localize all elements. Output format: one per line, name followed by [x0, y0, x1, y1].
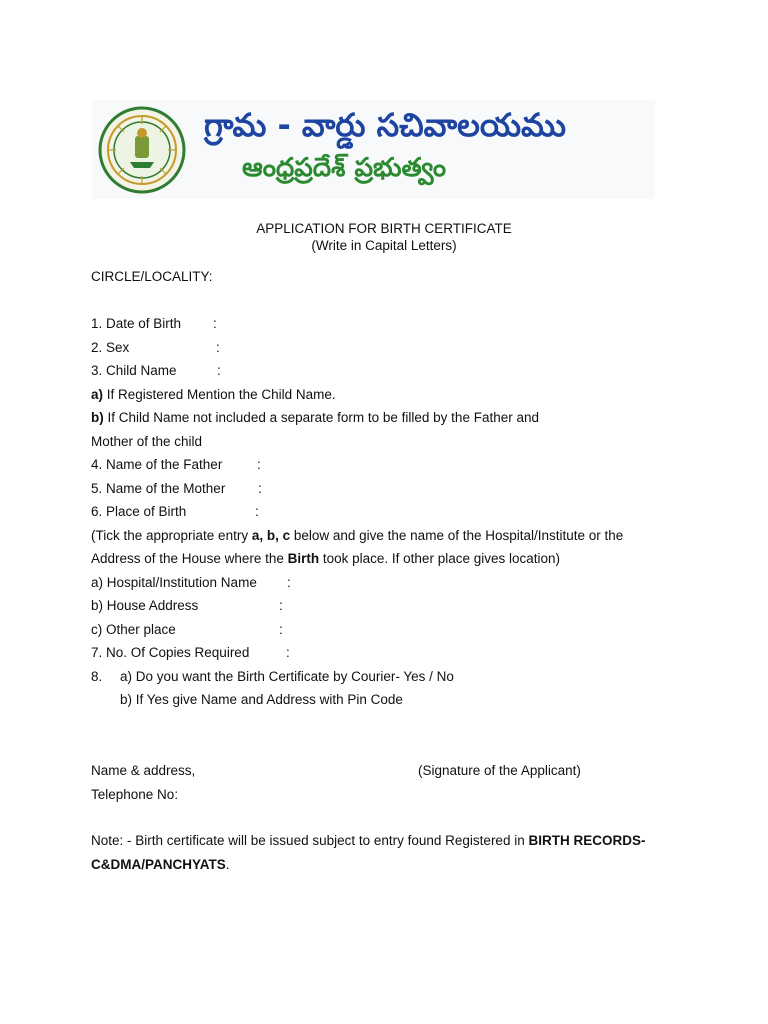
father-name-label: 4. Name of the Father [91, 457, 223, 472]
note-end: . [225, 857, 230, 872]
child-a-text: If Registered Mention the Child Name. [103, 387, 336, 402]
sex-colon: : [216, 340, 220, 355]
date-of-birth-colon: : [213, 316, 217, 331]
government-seal-icon [98, 106, 186, 194]
child-a-prefix: a) [91, 387, 104, 402]
child-name-label: 3. Child Name [91, 363, 177, 378]
telugu-title: గ్రామ - వార్డు సచివాలయము [204, 106, 566, 144]
sex-label: 2. Sex [91, 340, 130, 355]
signature-label: (Signature of the Applicant) [418, 763, 581, 778]
copies-label: 7. No. Of Copies Required [91, 645, 250, 660]
telugu-subtitle: ఆంధ్రప్రదేశ్ ప్రభుత్వం [242, 153, 447, 183]
child-b-text: If Child Name not included a separate form to be filled by the Father and [103, 410, 539, 425]
note-bold: BIRTH RECORDS- [528, 833, 646, 848]
name-address-label: Name & address, [91, 763, 196, 778]
mother-name-label: 5. Name of the Mother [91, 481, 226, 496]
note-line-2 [91, 857, 230, 872]
address-birth: Birth [287, 551, 320, 566]
telephone-label: Telephone No: [91, 787, 179, 802]
other-place-colon: : [279, 622, 283, 637]
father-name-colon: : [257, 457, 261, 472]
circle-locality-label: CIRCLE/LOCALITY: [91, 269, 213, 284]
copies-colon: : [286, 645, 290, 660]
address-text-2: took place. If other place gives location) [319, 551, 561, 566]
tick-text-2: below and give the name of the Hospital/Institute or the [290, 528, 624, 543]
courier-address-question: b) If Yes give Name and Address with Pin Code [120, 692, 403, 707]
address-instruction [91, 551, 560, 566]
hospital-colon: : [287, 575, 291, 590]
other-place-label: c) Other place [91, 622, 176, 637]
child-name-note-b-cont: Mother of the child [91, 434, 203, 449]
house-address-label: b) House Address [91, 598, 199, 613]
mother-name-colon: : [258, 481, 262, 496]
courier-question: a) Do you want the Birth Certificate by Courier- Yes / No [120, 669, 454, 684]
hospital-label: a) Hospital/Institution Name [91, 575, 257, 590]
place-of-birth-colon: : [255, 504, 259, 519]
note-line-1 [91, 833, 645, 848]
note-text: Note: - Birth certificate will be issued subject to entry found Registered in [91, 833, 529, 848]
q8-number: 8. [91, 669, 103, 684]
address-text-1: Address of the House where the [91, 551, 288, 566]
place-of-birth-label: 6. Place of Birth [91, 504, 187, 519]
child-name-colon: : [217, 363, 221, 378]
child-name-note-b [91, 410, 539, 425]
child-name-note-a [91, 387, 336, 402]
form-title: APPLICATION FOR BIRTH CERTIFICATE [256, 221, 512, 236]
tick-instruction [91, 528, 623, 543]
form-subtitle: (Write in Capital Letters) [311, 238, 457, 253]
tick-abc: a, b, c [251, 528, 291, 543]
house-address-colon: : [279, 598, 283, 613]
header-banner [92, 100, 655, 199]
child-b-prefix: b) [91, 410, 104, 425]
note-bold-2: C&DMA/PANCHYATS [91, 857, 226, 872]
date-of-birth-label: 1. Date of Birth [91, 316, 182, 331]
tick-text-1: (Tick the appropriate entry [91, 528, 252, 543]
